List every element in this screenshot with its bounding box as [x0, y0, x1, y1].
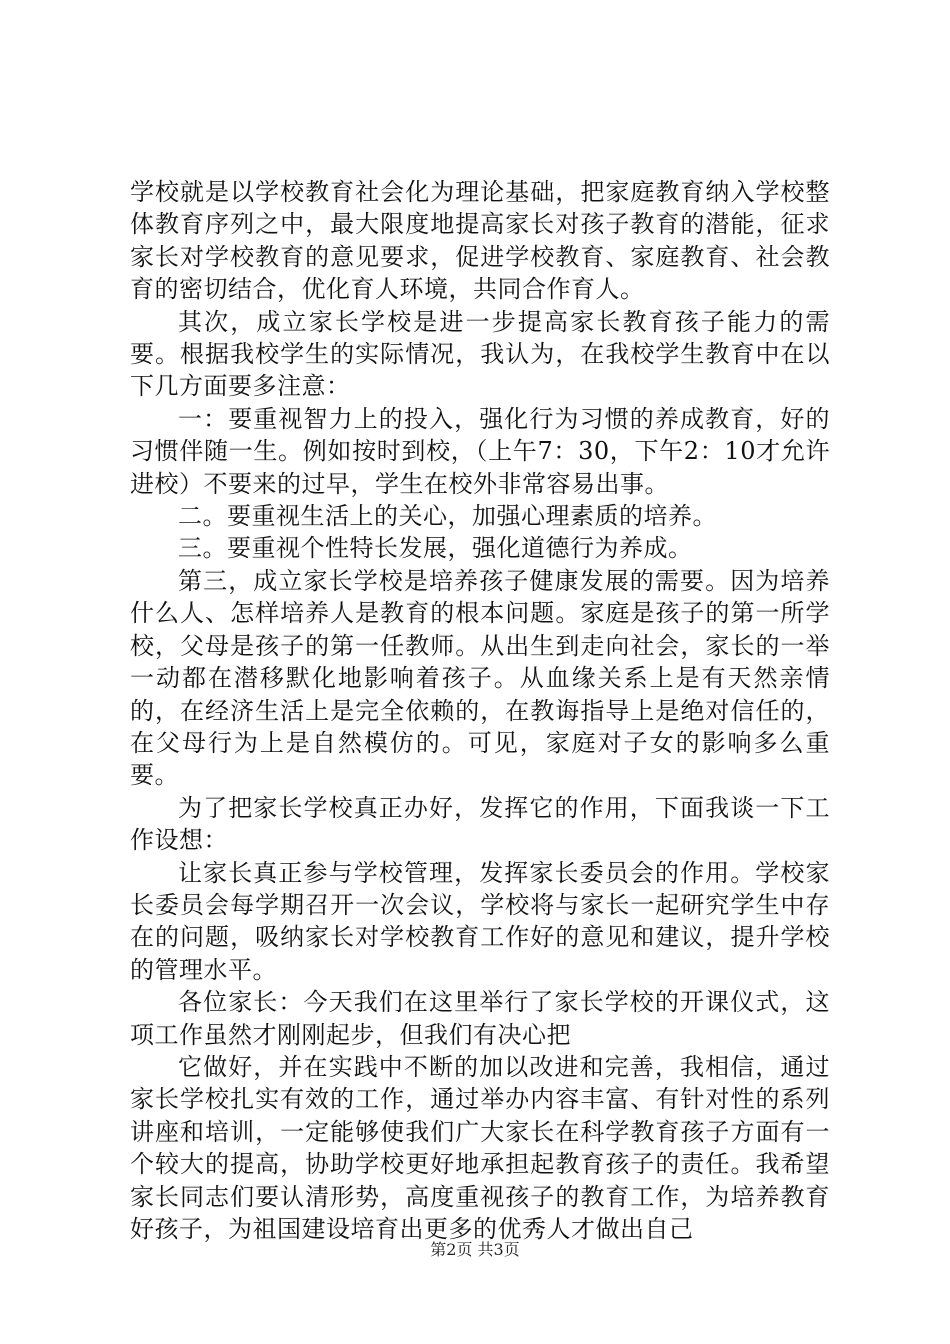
- paragraph-1: 学校就是以学校教育社会化为理论基础，把家庭教育纳入学校整体教育序列之中，最大限度地提高家长对孩子教育的潜能，征求家长对学校教育的意见要求，促进学校教育、家庭教育、社会教育的密切结合，优化育人环境，共同合作育人。: [130, 178, 830, 304]
- paragraph-7: 为了把家长学校真正办好，发挥它的作用，下面我谈一下工作设想：: [130, 793, 830, 855]
- page-footer: [0, 1240, 950, 1260]
- paragraph-3: 一：要重视智力上的投入，强化行为习惯的养成教育，好的习惯伴随一生。例如按时到校，（上午7：30，下午2：10才允许进校）不要来的过早，学生在校外非常容易出事。: [130, 404, 830, 498]
- paragraph-8: 让家长真正参与学校管理，发挥家长委员会的作用。学校家长委员会每学期召开一次会议，学校将与家长一起研究学生中存在的问题，吸纳家长对学校教育工作好的意见和建议，提升学校的管理水平。: [130, 858, 830, 984]
- paragraph-5: 三。要重视个性特长发展，强化道德行为养成。: [178, 534, 693, 563]
- document-body: [130, 176, 830, 1245]
- paragraph-6: 第三，成立家长学校是培养孩子健康发展的需要。因为培养什么人、怎样培养人是教育的根本问题。家庭是孩子的第一所学校，父母是孩子的第一任教师。从出生到走向社会，家长的一举一动都在潜移默化地影响着孩子。从血缘关系上是有天然亲情的，在经济生活上是完全依赖的，在教诲指导上是绝对信任的，在父母行为上是自然模仿的。可见，家庭对子女的影响多么重要。: [130, 566, 830, 790]
- paragraph-4: 二。要重视生活上的关心，加强心理素质的培养。: [178, 502, 717, 531]
- page-number-label: 第2页 共3页: [430, 1240, 520, 1259]
- paragraph-10: 它做好，并在实践中不断的加以改进和完善，我相信，通过家长学校扎实有效的工作，通过举办内容丰富、有针对性的系列讲座和培训，一定能够使我们广大家长在科学教育孩子方面有一个较大的提高，协助学校更好地承担起教育孩子的责任。我希望家长同志们要认清形势，高度重视孩子的教育工作，为培养教育好孩子，为祖国建设培育出更多的优秀人才做出自己: [130, 1052, 830, 1243]
- paragraph-9: 各位家长：今天我们在这里举行了家长学校的开课仪式，这项工作虽然才刚刚起步，但我们有决心把: [130, 988, 830, 1049]
- paragraph-2: 其次，成立家长学校是进一步提高家长教育孩子能力的需要。根据我校学生的实际情况，我认为，在我校学生教育中在以下几方面要多注意：: [130, 307, 830, 401]
